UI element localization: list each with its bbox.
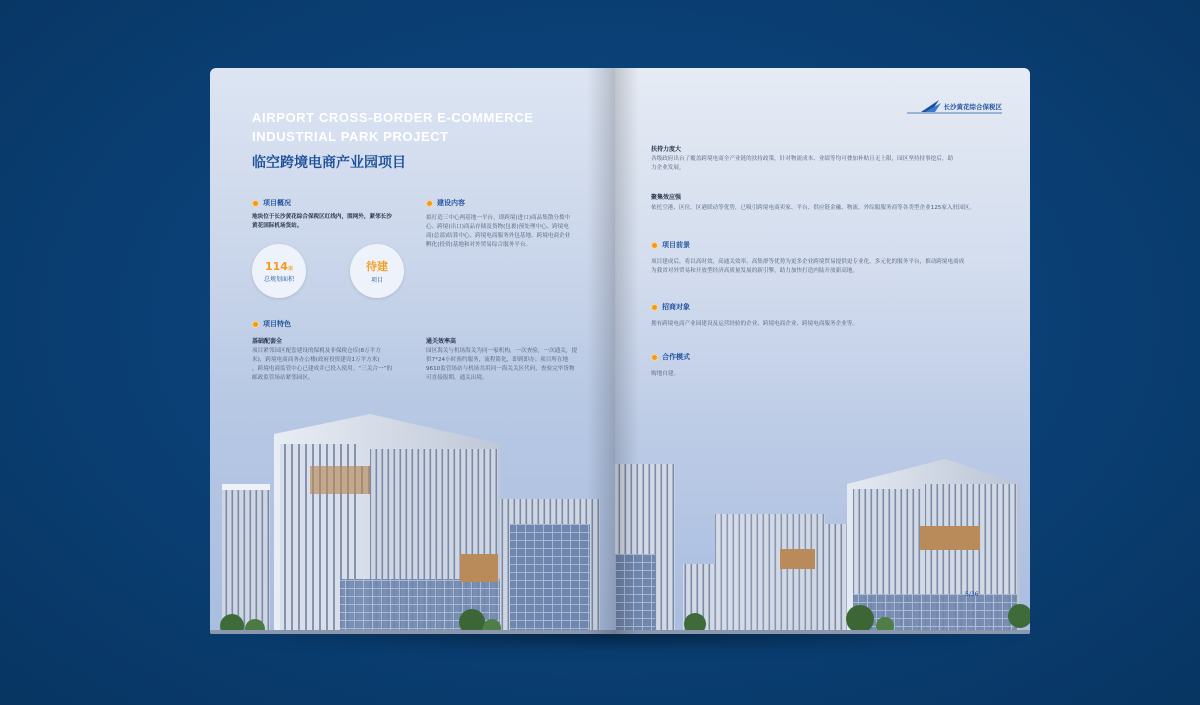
cooperation-text [651, 370, 1003, 379]
overview-heading-text: 项目概况 [263, 199, 291, 207]
feature-2-line-3: 9610监管场站与机场共用同一海关关区代码，查验完毕货物 [426, 366, 575, 372]
feature-1-line-2: 米)，跨境电商商务办公楼(政府投资建设1万平方米) [252, 357, 380, 363]
construction-line-3: 商(总部)结算中心、跨境电商服务外包基地、跨境电商企业 [426, 233, 571, 239]
status-stat-badge [350, 244, 404, 298]
cooperation-heading-text: 合作模式 [662, 353, 690, 361]
prospect-text [651, 258, 1003, 276]
prospect-heading-text: 项目前景 [662, 241, 690, 249]
logo-text: 长沙黄花综合保税区 [943, 102, 1002, 111]
feature-2-line-2: 供7*24小时预约服务，流程简化，即到即办；项目所在地 [426, 357, 569, 363]
english-title-line-1: AIRPORT CROSS-BORDER E-COMMERCE [252, 110, 534, 125]
construction-heading-text: 建设内容 [437, 199, 465, 207]
bullet-dot-icon [426, 200, 433, 207]
construction-line-4: 孵化(投资)基地和对外贸易综合服务平台。 [426, 242, 532, 248]
area-stat-value [265, 260, 293, 273]
construction-line-2: 心、跨境(出口)商品存储及货物(包裹)预处理中心、跨境电 [426, 224, 569, 230]
prospect-heading [651, 240, 690, 250]
area-stat-label: 总规划面积 [263, 275, 294, 283]
bullet-dot-icon [252, 321, 259, 328]
feature-1-line-3: ，跨境电商监管中心已建成并已投入使用。“三关合一”的 [252, 366, 393, 372]
status-stat-value: 待建 [366, 260, 388, 273]
plane-logo-icon [921, 100, 941, 112]
support-line-2: 力企业发展。 [651, 165, 685, 171]
cooperation-heading [651, 352, 690, 362]
page-number: 5/36 [965, 591, 979, 598]
left-gutter-shade [587, 68, 615, 634]
agglomeration-text [651, 204, 1003, 213]
english-title [252, 108, 534, 146]
bullet-dot-icon [651, 354, 658, 361]
overview-text [252, 213, 422, 231]
investment-text [651, 320, 1003, 329]
logo-underline [907, 112, 1002, 114]
area-unit: 亩 [287, 265, 293, 272]
right-gutter-shade [615, 68, 639, 634]
feature-2-line-1: 园区海关与机场海关为同一家机构，一次查验，一次通关，提 [426, 348, 578, 354]
features-heading [252, 319, 291, 329]
bullet-dot-icon [651, 242, 658, 249]
features-heading-text: 项目特色 [263, 320, 291, 328]
left-page [210, 68, 615, 634]
agglomeration-line-1: 依托空港、区位、区港联动等优势，已吸引跨境电商卖家、平台、供应链金融、物流、外综服服务商等各类型企业125家入驻园区。 [651, 205, 975, 211]
area-stat-badge [252, 244, 306, 298]
investment-line-1: 拥有跨境电商产业园建设及运营经验的企业、跨境电商企业、跨境电商服务企业等。 [651, 321, 858, 327]
investment-heading [651, 302, 690, 312]
feature-1-line-4: 邮政监管场站紧邻园区。 [252, 375, 314, 381]
feature-2-line-4: 可直接报期，通关出境。 [426, 375, 488, 381]
feature-2-title: 通关效率高 [426, 338, 457, 345]
right-page [615, 68, 1030, 634]
support-title: 扶持力度大 [651, 146, 682, 153]
logo [921, 100, 1003, 112]
prospect-line-2: 为我省对外贸易和开放型经济高质量发展的新引擎，助力加快打造内陆开放新高地。 [651, 268, 858, 274]
bullet-dot-icon [252, 200, 259, 207]
area-value: 114 [265, 259, 288, 273]
support-line-1: 各级政府出台了覆盖跨境电商全产业链的扶持政策，针对物流成本、业绩等均可叠加补贴且无上限，园区坚持持事挖后，助 [651, 156, 954, 162]
overview-heading [252, 198, 291, 208]
english-title-line-2: INDUSTRIAL PARK PROJECT [252, 129, 449, 144]
agglomeration-title: 聚集效应强 [651, 194, 682, 201]
feature-1-title: 基础配套全 [252, 338, 283, 345]
investment-heading-text: 招商对象 [662, 303, 690, 311]
feature-2-text [426, 347, 598, 383]
cooperation-line-1: 购地自建。 [651, 371, 679, 377]
status-stat-label: 项目 [370, 277, 383, 284]
support-text [651, 155, 1003, 173]
building-illustration-left [210, 404, 615, 634]
bullet-dot-icon [651, 304, 658, 311]
construction-heading [426, 198, 465, 208]
feature-1-text [252, 347, 417, 383]
overview-line-1: 地块位于长沙黄花综合保税区红线内，围网外，紧邻长沙 [252, 214, 392, 220]
construction-text [426, 214, 598, 250]
chinese-title: 临空跨境电商产业园项目 [252, 155, 406, 171]
building-illustration-right [615, 434, 1030, 634]
feature-1-line-1: 项目紧邻园区配套建设的保税及非保税仓库(8万平方 [252, 348, 381, 354]
overview-line-2: 黄花国际机场货站。 [252, 223, 303, 229]
construction-line-1: 拟打造三中心两基地一平台，即跨境(进口)商品集散分拨中 [426, 215, 571, 221]
prospect-line-1: 项目建成后，将以高时效、高通关效率、高集群等优势为更多企业跨境贸易提供更专业化、多元化的服务平台，推动跨境电商成 [651, 259, 965, 265]
